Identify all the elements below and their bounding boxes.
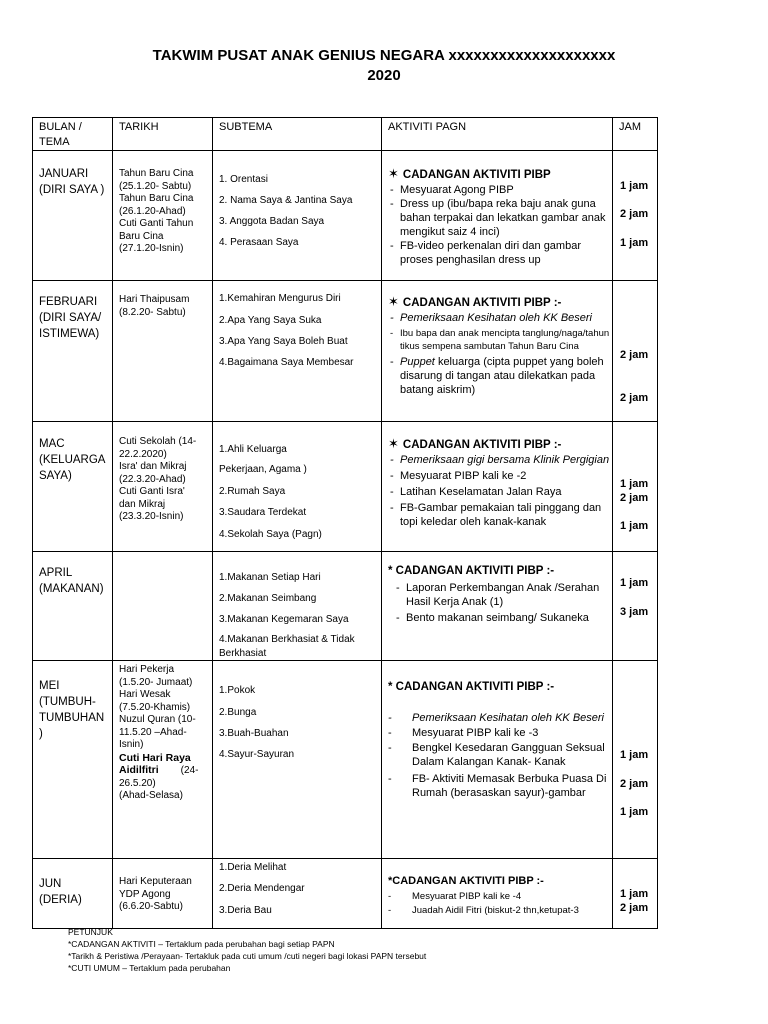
- activity-cell: * CADANGAN AKTIVITI PIBP :- - Pemeriksaan Kesihatan oleh KK Beseri - Mesyuarat PIBP kali ke -3 - Bengkel Kesedaran Gangguan Seksual Dalam Kalangan Kanak- Kanak - FB- Aktiviti Memasak Berbuka Puasa Di Rumah (berasaskan sayur)-gambar: [388, 681, 607, 799]
- tarikh-cell: Tahun Baru Cina (25.1.20- Sabtu) Tahun Baru Cina (26.1.20-Ahad) Cuti Ganti Tahun Baru Cina (27.1.20-Isnin): [119, 168, 194, 254]
- subtema-item: 2.Rumah Saya: [219, 486, 286, 497]
- month-cell: FEBRUARI (DIRI SAYA/ ISTIMEWA): [39, 296, 102, 340]
- header-bulan: BULAN / TEMA: [39, 121, 82, 148]
- subtema-item: 1.Makanan Setiap Hari: [219, 572, 321, 583]
- tarikh-cell: Cuti Sekolah (14- 22.2.2020) Isra' dan Mikraj (22.3.20-Ahad) Cuti Ganti Isra' dan Mikraj (23.3.20-Isnin): [119, 436, 197, 522]
- jam-value: 2 jam: [620, 902, 649, 914]
- subtema-item: 1.Pokok: [219, 685, 256, 696]
- subtema-item: 4.Bagaimana Saya Membesar: [219, 357, 354, 368]
- month-cell: MEI (TUMBUH- TUMBUHAN ): [39, 680, 105, 740]
- subtema-item: 4.Sekolah Saya (Pagn): [219, 529, 322, 540]
- page-title-year: 2020: [367, 67, 401, 84]
- subtema-item: 4.Sayur-Sayuran: [219, 749, 295, 760]
- subtema-item: 3. Anggota Badan Saya: [219, 216, 325, 227]
- subtema-item: 2.Makanan Seimbang: [219, 593, 317, 604]
- subtema-item: 4.Makanan Berkhasiat & Tidak Berkhasiat: [219, 634, 355, 659]
- activity-cell: ✶ CADANGAN AKTIVITI PIBP :- - Pemeriksaan gigi bersama Klinik Pergigian - Mesyuarat PIBP kali ke -2 - Latihan Keselamatan Jalan Raya - FB-Gambar pemakaian tali pinggang dan topi keledar oleh kanak-kanak: [388, 436, 610, 528]
- month-cell: JUN (DERIA): [39, 878, 82, 906]
- legend-notes: PETUNJUK *CADANGAN AKTIVITI – Tertaklum pada perubahan bagi setiap PAPN *Tarikh & Peristiwa /Perayaan- Tertakluk pada cuti umum /cuti negeri bagi lokasi PAPN tersebut *CUTI UMUM – Tertaklum pada perubahan: [68, 927, 427, 973]
- subtema-item: 1.Ahli Keluarga: [219, 444, 287, 455]
- subtema-item: 4. Perasaan Saya: [219, 237, 299, 248]
- jam-value: 1 jam: [620, 180, 649, 192]
- month-cell: APRIL (MAKANAN): [39, 567, 104, 595]
- subtema-item: 2. Nama Saya & Jantina Saya: [219, 195, 353, 206]
- header-subtema: SUBTEMA: [219, 121, 273, 133]
- activity-cell: ✶ CADANGAN AKTIVITI PIBP :- - Pemeriksaan Kesihatan oleh KK Beseri - Ibu bapa dan anak mencipta tanglung/naga/tahun tikus sempena sambutan Tahun Baru Cina - Puppet keluarga (cipta puppet yang boleh disarung di tangan atau dilekatkan pada batang aiskrim): [388, 294, 610, 396]
- subtema-item: 3.Deria Bau: [219, 905, 272, 916]
- subtema-item: 2.Deria Mendengar: [219, 883, 305, 894]
- subtema-item: 1.Deria Melihat: [219, 862, 287, 873]
- month-cell: JANUARI (DIRI SAYA ): [39, 168, 105, 196]
- subtema-item: 1. Orentasi: [219, 174, 268, 185]
- page-title: TAKWIM PUSAT ANAK GENIUS NEGARA xxxxxxxxxxxxxxxxxxxx: [152, 47, 616, 64]
- subtema-item: 2.Apa Yang Saya Suka: [219, 315, 322, 326]
- header-tarikh: TARIKH: [119, 121, 159, 133]
- star-icon: ✶: [388, 436, 399, 451]
- jam-value: 2 jam: [620, 392, 649, 404]
- jam-value: 1 jam: [620, 520, 649, 532]
- star-icon: ✶: [388, 166, 399, 181]
- subtema-item: 1.Kemahiran Mengurus Diri: [219, 293, 341, 304]
- jam-value: 1 jam: [620, 749, 649, 761]
- jam-value: 2 jam: [620, 492, 649, 504]
- subtema-item: 3.Makanan Kegemaran Saya: [219, 614, 349, 625]
- month-cell: MAC (KELUARGA SAYA): [39, 438, 106, 482]
- activity-cell: *CADANGAN AKTIVITI PIBP :- - Mesyuarat PIBP kali ke -4 - Juadah Aidil Fitri (biskut-2 thn,ketupat-3: [388, 875, 579, 916]
- tarikh-cell: Hari Pekerja (1.5.20- Jumaat) Hari Wesak (7.5.20-Khamis) Nuzul Quran (10- 11.5.20 –Ahad- Isnin) Cuti Hari Raya Aidilfitri (24- 26.5.20) (Ahad-Selasa): [119, 664, 199, 801]
- jam-value: 2 jam: [620, 208, 649, 220]
- star-icon: ✶: [388, 294, 399, 309]
- subtema-item: 3.Apa Yang Saya Boleh Buat: [219, 336, 348, 347]
- activity-cell: ✶ CADANGAN AKTIVITI PIBP - Mesyuarat Agong PIBP - Dress up (ibu/bapa reka baju anak guna bahan terpakai dan lekatkan gambar anak mengikut saiz 4 inci) - FB-video perkenalan diri dan gambar proses penghasilan dress up: [388, 166, 606, 266]
- header-jam: JAM: [619, 121, 641, 133]
- jam-value: 3 jam: [620, 606, 649, 618]
- jam-value: 2 jam: [620, 778, 649, 790]
- jam-value: 1 jam: [620, 237, 649, 249]
- subtema-item: 3.Buah-Buahan: [219, 728, 289, 739]
- subtema-item: 2.Bunga: [219, 707, 257, 718]
- subtema-item: 3.Saudara Terdekat: [219, 507, 307, 518]
- jam-value: 1 jam: [620, 888, 649, 900]
- subtema-item: Pekerjaan, Agama ): [219, 464, 307, 475]
- jam-value: 1 jam: [620, 478, 649, 490]
- jam-value: 2 jam: [620, 349, 649, 361]
- header-aktiviti: AKTIVITI PAGN: [388, 121, 467, 133]
- activity-cell: * CADANGAN AKTIVITI PIBP :- - Laporan Perkembangan Anak /Serahan Hasil Kerja Anak (1) - Bento makanan seimbang/ Sukaneka: [388, 565, 600, 624]
- tarikh-cell: Hari Keputeraan YDP Agong (6.6.20-Sabtu): [119, 876, 192, 912]
- jam-value: 1 jam: [620, 806, 649, 818]
- jam-value: 1 jam: [620, 577, 649, 589]
- tarikh-cell: Hari Thaipusam (8.2.20- Sabtu): [119, 294, 190, 318]
